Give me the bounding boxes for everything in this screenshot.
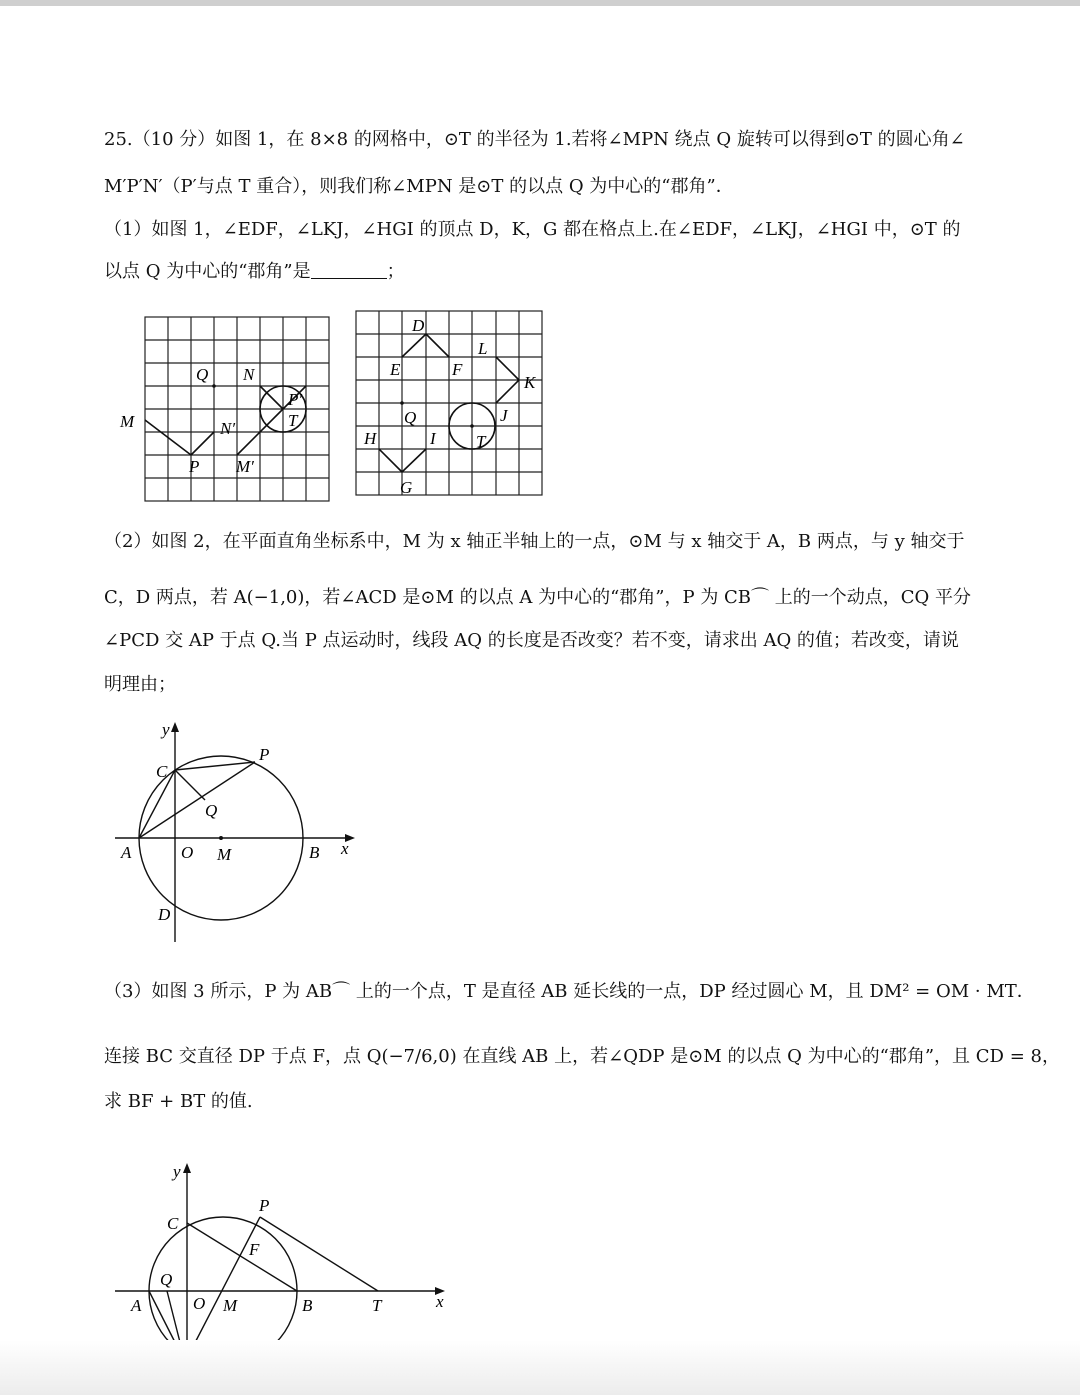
fig1b-label-E: E xyxy=(390,360,401,379)
fig3-label-P: P xyxy=(259,1196,270,1215)
part2-line-3: ∠PCD 交 AP 于点 Q.当 P 点运动时，线段 AQ 的长度是否改变？若不变，请求出 AQ 的值；若改变，请说 xyxy=(104,630,959,651)
figure-1-grid-right xyxy=(352,307,547,499)
fig2-label-O: O xyxy=(181,843,194,862)
fig3-label-T: T xyxy=(372,1296,382,1315)
line-GI xyxy=(402,449,426,472)
fig1b-label-D: D xyxy=(412,316,425,335)
fig2-label-y: y xyxy=(162,720,170,739)
fig1-label-P2: P′ xyxy=(288,390,303,409)
fig1b-label-K: K xyxy=(524,373,536,392)
figure-2-coordinate-circle xyxy=(105,720,365,950)
fig3-label-x: x xyxy=(436,1292,444,1311)
fig2-label-C: C xyxy=(156,762,168,781)
figure-1-grid-left xyxy=(120,312,335,504)
point-Q xyxy=(212,384,216,388)
line-CB xyxy=(187,1223,297,1291)
fig1b-label-T: T xyxy=(476,432,486,451)
fig1-label-N2: N′ xyxy=(220,419,236,438)
answer-blank xyxy=(311,260,387,279)
line-PT xyxy=(260,1217,378,1291)
fig2-label-M: M xyxy=(217,845,232,864)
fig1b-label-J: J xyxy=(500,406,508,425)
part3-line-3: 求 BF + BT 的值. xyxy=(104,1091,253,1112)
problem-line-2: M′P′N′（P′与点 T 重合），则我们称∠MPN 是⊙T 的以点 Q 为中心的“郡角”． xyxy=(104,176,734,197)
line-PN xyxy=(191,432,214,455)
fig3-label-Q: Q xyxy=(160,1270,173,1289)
fig1-label-Q: Q xyxy=(196,365,209,384)
fig1b-label-Q: Q xyxy=(404,408,417,427)
fig2-label-B: B xyxy=(309,843,320,862)
fig1-label-T: T xyxy=(288,411,298,430)
fig2-label-A: A xyxy=(121,843,132,862)
fig3-label-B: B xyxy=(302,1296,313,1315)
part1-line-2-text: 以点 Q 为中心的“郡角”是 xyxy=(104,261,311,282)
fig2-label-D: D xyxy=(158,905,171,924)
fig3-label-C: C xyxy=(167,1214,179,1233)
fig1b-label-H: H xyxy=(364,429,377,448)
fig3-label-A: A xyxy=(131,1296,142,1315)
y-axis-arrow xyxy=(171,722,179,732)
fig2-label-x: x xyxy=(341,839,349,858)
line-ED xyxy=(402,334,426,357)
part1-line-2-end: ； xyxy=(386,261,405,282)
fig1-label-M2: M′ xyxy=(236,457,254,476)
part2-line-4: 明理由； xyxy=(104,674,176,695)
part1-line-1: （1）如图 1，∠EDF，∠LKJ，∠HGI 的顶点 D，K，G 都在格点上.在∠EDF，∠LKJ，∠HGI 中，⊙T 的 xyxy=(104,219,961,240)
fig1-label-M: M xyxy=(120,412,135,431)
part2-line-1: （2）如图 2，在平面直角坐标系中，M 为 x 轴正半轴上的一点，⊙M 与 x 轴交于 A，B 两点，与 y 轴交于 xyxy=(104,531,965,552)
fig1-label-N: N xyxy=(243,365,255,384)
y-axis-arrow-3 xyxy=(183,1163,191,1173)
fig1b-label-I: I xyxy=(430,429,436,448)
fig3-label-O: O xyxy=(193,1294,206,1313)
part1-line-2 xyxy=(104,260,984,284)
fig1-M-label-holder xyxy=(115,408,135,428)
fig1b-label-G: G xyxy=(400,478,413,497)
fig1b-label-F: F xyxy=(452,360,463,379)
fig3-label-F: F xyxy=(249,1240,260,1259)
part2-line-2: C，D 两点，若 A(−1,0)，若∠ACD 是⊙M 的以点 A 为中心的“郡角”，P 为 CB⌒ 上的一个动点，CQ 平分 xyxy=(104,587,972,608)
line-DF xyxy=(426,334,449,357)
fig1b-label-L: L xyxy=(478,339,488,358)
point-Q-right xyxy=(400,401,404,405)
fig3-label-M: M xyxy=(223,1296,238,1315)
point-T-right xyxy=(470,424,474,428)
top-edge-bar xyxy=(0,0,1080,6)
line-CQ xyxy=(175,770,205,800)
fig2-label-P: P xyxy=(259,745,270,764)
part3-line-2: 连接 BC 交直径 DP 于点 F，点 Q(−7/6,0) 在直线 AB 上，若∠QDP 是⊙M 的以点 Q 为中心的“郡角”，且 CD = 8， xyxy=(104,1046,1060,1067)
fig3-label-y: y xyxy=(173,1162,181,1181)
fig1-label-P: P xyxy=(189,457,200,476)
line-KJ xyxy=(496,380,519,403)
problem-line-1: 25.（10 分）如图 1，在 8×8 的网格中，⊙T 的半径为 1.若将∠MPN 绕点 Q 旋转可以得到⊙T 的圆心角∠ xyxy=(104,129,965,150)
point-M xyxy=(219,836,223,840)
bottom-shadow xyxy=(0,1340,1080,1395)
part3-line-1: （3）如图 3 所示，P 为 AB⌒ 上的一个点，T 是直径 AB 延长线的一点，DP 经过圆心 M，且 DM² = OM · MT． xyxy=(104,981,1035,1002)
fig2-label-Q: Q xyxy=(205,801,218,820)
line-HG xyxy=(379,449,402,472)
line-LK xyxy=(496,357,519,380)
